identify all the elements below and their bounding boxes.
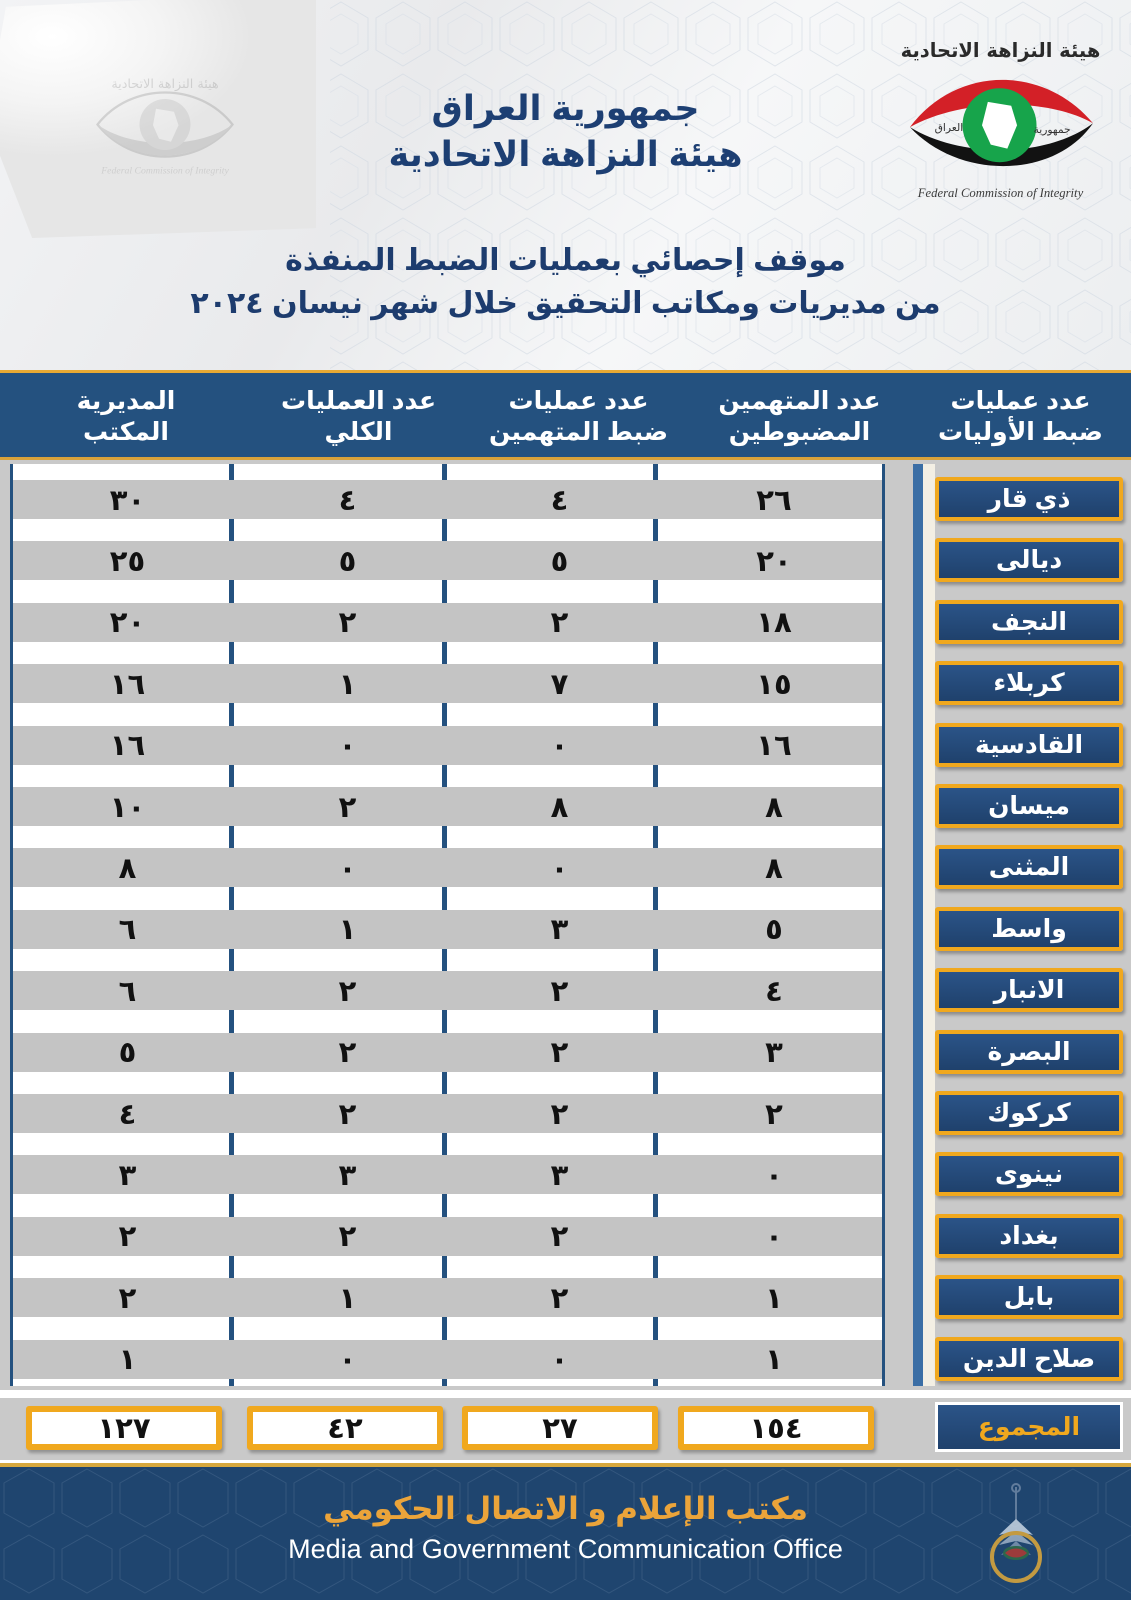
column-header-directorate — [3, 373, 249, 460]
cell-defendant-seizure: ٢ — [338, 1035, 357, 1070]
cell-defendant-seizure: ٢ — [338, 605, 357, 640]
subtitle-line-2: من مديريات ومكاتب التحقيق خلال شهر نيسان ٢٠٢٤ — [190, 286, 941, 320]
body-totals-spacer — [0, 1390, 1131, 1398]
cell-seized-defendants: ٢ — [550, 1035, 569, 1070]
cell-total-operations: ١ — [118, 1342, 137, 1377]
directorate-button[interactable]: ذي قار — [935, 477, 1123, 521]
cell-defendant-seizure: ٠ — [338, 728, 357, 763]
svg-text:Federal Commission of Integrit: Federal Commission of Integrity — [101, 165, 229, 177]
table-row — [13, 1094, 882, 1133]
cell-defendant-seizure: ٢ — [338, 1096, 357, 1131]
totals-row — [0, 1398, 1131, 1460]
cell-preliminary-seizure: ١٦ — [756, 728, 792, 763]
cell-seized-defendants: ٥ — [550, 543, 569, 578]
cell-preliminary-seizure: ١ — [765, 1342, 783, 1377]
cell-seized-defendants: ٠ — [550, 1342, 569, 1377]
column-header-line1: عدد المتهمين — [718, 387, 881, 415]
report-subtitle — [0, 240, 1131, 325]
cell-total-operations: ٢ — [118, 1219, 137, 1254]
cell-total-operations: ٢٥ — [109, 543, 146, 578]
cell-preliminary-seizure: ٠ — [765, 1157, 783, 1192]
page-footer — [0, 1463, 1131, 1600]
directorate-button[interactable]: المثنى — [935, 845, 1123, 889]
cell-defendant-seizure: ٢ — [338, 973, 357, 1008]
directorate-button[interactable]: بابل — [935, 1275, 1123, 1319]
table-row — [13, 664, 882, 703]
table-row — [13, 1340, 882, 1379]
cell-preliminary-seizure: ١٥ — [756, 666, 792, 701]
table-row — [13, 480, 882, 519]
table-row — [13, 848, 882, 887]
cell-defendant-seizure: ١ — [338, 912, 357, 947]
cell-defendant-seizure: ٥ — [338, 543, 357, 578]
column-header-line1: عدد عمليات — [950, 387, 1091, 415]
column-header-line1: عدد العمليات — [280, 387, 437, 415]
footer-english-title: Media and Government Communication Office — [288, 1533, 843, 1564]
cell-seized-defendants: ٠ — [550, 728, 569, 763]
cell-preliminary-seizure: ٢٠ — [756, 543, 792, 578]
cell-preliminary-seizure: ٥ — [765, 912, 783, 947]
svg-text:جمهورية: جمهورية — [1033, 123, 1071, 136]
totals-label: المجموع — [935, 1402, 1123, 1452]
cell-defendant-seizure: ٣ — [338, 1157, 357, 1192]
total-preliminary-seizure: ١٢٧ — [26, 1406, 222, 1450]
cell-total-operations: ٢٠ — [109, 605, 146, 640]
total-total-operations: ١٥٤ — [678, 1406, 874, 1450]
footer-titles — [0, 1491, 1131, 1567]
cell-seized-defendants: ٢ — [550, 973, 569, 1008]
top-banner — [0, 0, 1131, 370]
cell-total-operations: ٦ — [118, 912, 137, 947]
total-seized-defendants: ٤٢ — [247, 1406, 443, 1450]
footer-arabic-title: مكتب الإعلام و الاتصال الحكومي — [323, 1491, 808, 1526]
cell-defendant-seizure: ٢ — [338, 789, 357, 824]
column-header-defendant-seizure — [468, 373, 689, 460]
cell-preliminary-seizure: ٢٦ — [756, 482, 792, 517]
names-rail-outer — [913, 464, 923, 1386]
column-header-line1: عدد عمليات — [508, 387, 649, 415]
table-row — [13, 1033, 882, 1072]
cell-seized-defendants: ٣ — [550, 912, 569, 947]
numeric-grid — [10, 464, 885, 1386]
directorate-column — [923, 464, 1123, 1386]
cell-total-operations: ١٠ — [109, 789, 146, 824]
directorate-button[interactable]: صلاح الدين — [935, 1337, 1123, 1381]
table-row — [13, 726, 882, 765]
column-header-line2: ضبط المتهمين — [489, 417, 668, 446]
cell-defendant-seizure: ١ — [338, 666, 357, 701]
cell-seized-defendants: ٧ — [550, 666, 569, 701]
directorate-button[interactable]: كركوك — [935, 1091, 1123, 1135]
column-header-line2: المضبوطين — [728, 417, 871, 446]
directorate-button[interactable]: كربلاء — [935, 661, 1123, 705]
cell-preliminary-seizure: ٣ — [765, 1035, 783, 1070]
cell-seized-defendants: ٠ — [550, 850, 569, 885]
cell-seized-defendants: ٤ — [550, 482, 569, 517]
cell-seized-defendants: ٢ — [550, 1096, 569, 1131]
cell-defendant-seizure: ١ — [338, 1280, 357, 1315]
cell-total-operations: ٦ — [118, 973, 137, 1008]
ministry-emblem-icon — [981, 1483, 1051, 1587]
table-body — [0, 460, 1131, 1390]
directorate-button[interactable]: البصرة — [935, 1030, 1123, 1074]
column-header-line2: المكتب — [83, 417, 169, 446]
cell-preliminary-seizure: ٢ — [765, 1096, 783, 1131]
table-row — [13, 541, 882, 580]
directorate-button[interactable]: النجف — [935, 600, 1123, 644]
cell-preliminary-seizure: ٠ — [765, 1219, 783, 1254]
cell-total-operations: ٥ — [118, 1035, 137, 1070]
cell-total-operations: ٣٠ — [109, 482, 146, 517]
cell-seized-defendants: ٣ — [550, 1157, 569, 1192]
svg-text:هيئة النزاهة الاتحادية: هيئة النزاهة الاتحادية — [900, 39, 1101, 63]
cell-seized-defendants: ٢ — [550, 605, 569, 640]
table-header-row — [0, 370, 1131, 460]
svg-text:Federal Commission of Integrit: Federal Commission of Integrity — [917, 186, 1084, 201]
directorate-button[interactable]: ميسان — [935, 784, 1123, 828]
table-row — [13, 1217, 882, 1256]
column-header-line1: المديرية — [76, 387, 176, 415]
cell-seized-defendants: ٢ — [550, 1280, 569, 1315]
column-header-seized-defendants — [689, 373, 910, 460]
directorate-button[interactable]: الانبار — [935, 968, 1123, 1012]
total-defendant-seizure: ٢٧ — [462, 1406, 658, 1450]
directorate-button[interactable]: ديالى — [935, 538, 1123, 582]
table-row — [13, 787, 882, 826]
svg-text:هيئة النزاهة الاتحادية: هيئة النزاهة الاتحادية — [111, 76, 219, 92]
directorate-button[interactable]: بغداد — [935, 1214, 1123, 1258]
column-header-line2: الكلي — [324, 417, 393, 446]
directorate-button[interactable]: نينوى — [935, 1152, 1123, 1196]
cell-preliminary-seizure: ١ — [765, 1280, 783, 1315]
svg-text:العراق: العراق — [934, 121, 964, 135]
org-line-1: جمهورية العراق — [431, 89, 700, 128]
table-row — [13, 1278, 882, 1317]
table-row — [13, 910, 882, 949]
directorate-button[interactable]: القادسية — [935, 723, 1123, 767]
cell-preliminary-seizure: ٨ — [765, 850, 783, 885]
cell-seized-defendants: ٨ — [550, 789, 569, 824]
column-header-total-operations — [249, 373, 468, 460]
cell-defendant-seizure: ٢ — [338, 1219, 357, 1254]
cell-total-operations: ٨ — [118, 850, 137, 885]
cell-total-operations: ٤ — [118, 1096, 137, 1131]
table-row — [13, 603, 882, 642]
cell-preliminary-seizure: ٤ — [765, 973, 783, 1008]
cell-total-operations: ٣ — [118, 1157, 137, 1192]
organisation-title — [0, 86, 1131, 178]
cell-preliminary-seizure: ٨ — [765, 789, 783, 824]
table-row — [13, 1155, 882, 1194]
cell-defendant-seizure: ٠ — [338, 1342, 357, 1377]
cell-defendant-seizure: ٠ — [338, 850, 357, 885]
subtitle-line-1: موقف إحصائي بعمليات الضبط المنفذة — [285, 244, 846, 277]
table-row — [13, 971, 882, 1010]
directorate-button[interactable]: واسط — [935, 907, 1123, 951]
cell-preliminary-seizure: ١٨ — [756, 605, 792, 640]
org-line-2: هيئة النزاهة الاتحادية — [388, 135, 743, 175]
cell-total-operations: ١٦ — [109, 728, 146, 763]
cell-defendant-seizure: ٤ — [338, 482, 357, 517]
column-header-line2: ضبط الأوليات — [938, 417, 1103, 446]
cell-total-operations: ٢ — [118, 1280, 137, 1315]
column-header-preliminary-seizure — [910, 373, 1131, 460]
cell-seized-defendants: ٢ — [550, 1219, 569, 1254]
cell-total-operations: ١٦ — [109, 666, 146, 701]
